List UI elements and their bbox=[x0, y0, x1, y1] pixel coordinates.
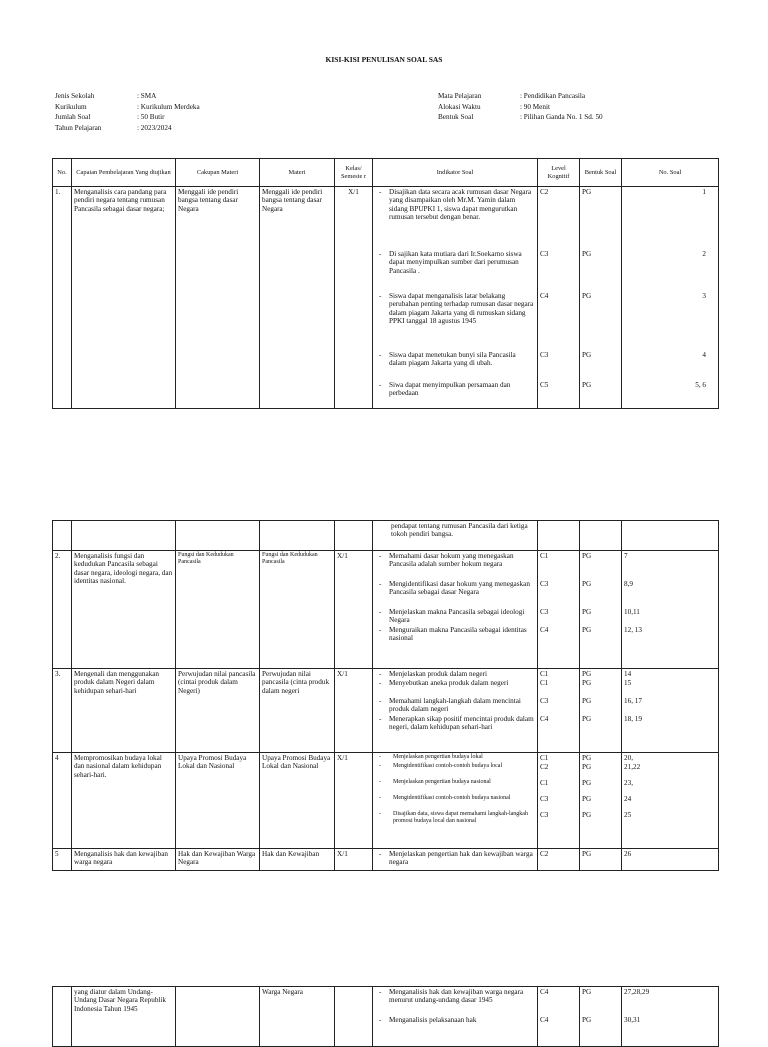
row-level bbox=[538, 753, 580, 849]
row-cakupan: Perwujudan nilai pancasila (cintai produk dalam Negeri) bbox=[176, 669, 260, 753]
header-nosoal: No. Soal bbox=[622, 159, 719, 187]
row-level: C2 bbox=[538, 849, 580, 871]
document-title: KISI-KISI PENULISAN SOAL SAS bbox=[325, 55, 443, 64]
indikator-item: - Disajikan data secara acak rumusan dasar Negara yang disampaikan oleh Mr.M. Yamin dalam sidang BPUPKI 1, siswa dapat mengurutkan rumusan tersebut dengan benar. bbox=[375, 188, 535, 250]
bentuk-value: PG bbox=[582, 552, 592, 560]
indikator-item: - Menjelaskan pengertian budaya nasional bbox=[375, 779, 535, 795]
level-value: C3 bbox=[540, 697, 549, 705]
bentuk-value: PG bbox=[582, 679, 592, 687]
indikator-item: - Siswa dapat menganalisis latar belakang perubahan penting terhadap rumusan dasar negara dalam piagam Jakarta yang di rumuskan sidang PPKI tanggal 18 agustus 1945 bbox=[375, 292, 535, 351]
bentuk-value: PG bbox=[582, 608, 592, 616]
meta-key: Bentuk Soal bbox=[438, 113, 474, 121]
indikator-item: - Siwa dapat menyimpulkan persamaan dan perbedaan bbox=[375, 381, 535, 398]
indikator-item: - Siswa dapat menetukan bunyi sila Pancasila dalam piagam Jakarta yang di ubah. bbox=[375, 351, 535, 381]
bentuk-value: PG bbox=[582, 351, 592, 359]
bentuk-value: PG bbox=[582, 763, 592, 771]
level-value: C1 bbox=[540, 779, 549, 787]
nosoal-value: 12, 13 bbox=[624, 626, 642, 634]
bentuk-value: PG bbox=[582, 988, 592, 996]
header-cakupan: Cakupan Materi bbox=[176, 159, 260, 187]
bentuk-value: PG bbox=[582, 292, 592, 300]
level-value: C2 bbox=[540, 188, 549, 196]
nosoal-value: 7 bbox=[624, 552, 628, 560]
nosoal-value: 3 bbox=[702, 292, 706, 300]
row-materi: Upaya Promosi Budaya Lokal dan Nasional bbox=[260, 753, 335, 849]
row-bentuk bbox=[580, 753, 622, 849]
row-nosoal bbox=[622, 551, 719, 669]
nosoal-value: 10,11 bbox=[624, 608, 640, 616]
row-nosoal bbox=[622, 987, 719, 1047]
row-level bbox=[538, 669, 580, 753]
nosoal-value: 2 bbox=[702, 250, 706, 258]
meta-key: Tahun Pelajaran bbox=[55, 123, 102, 132]
kisi-table-page-1 bbox=[52, 158, 719, 409]
indikator-item: - Memahami dasar hokum yang menegaskan Pancasila adalah sumber hokum negara bbox=[375, 552, 535, 580]
row-bentuk bbox=[580, 551, 622, 669]
meta-value: : Pilihan Ganda No. 1 Sd. 50 bbox=[520, 113, 603, 121]
bentuk-value: PG bbox=[582, 697, 592, 705]
nosoal-value: 4 bbox=[702, 351, 706, 359]
meta-value: : SMA bbox=[137, 92, 157, 100]
row-kelas: X/1 bbox=[335, 753, 373, 849]
nosoal-value: 24 bbox=[624, 795, 632, 803]
row-materi: Warga Negara bbox=[260, 987, 335, 1047]
level-value: C3 bbox=[540, 811, 549, 819]
indikator-item: - Menguraikan makna Pancasila sebagai identitas nasional bbox=[375, 626, 535, 643]
level-value: C5 bbox=[540, 381, 549, 389]
level-value: C4 bbox=[540, 292, 549, 300]
level-value: C2 bbox=[540, 763, 549, 771]
table-row bbox=[53, 551, 719, 669]
row-materi: Hak dan Kewajiban bbox=[260, 849, 335, 871]
indikator-item: - Memahami langkah-langkah dalam mencintai produk dalam negeri bbox=[375, 697, 535, 715]
row-bentuk bbox=[580, 669, 622, 753]
row-level bbox=[538, 187, 580, 409]
header-materi: Materi bbox=[260, 159, 335, 187]
level-value: C1 bbox=[540, 754, 549, 762]
nosoal-value: 27,28,29 bbox=[624, 988, 650, 996]
row-indikator bbox=[373, 551, 538, 669]
table-row bbox=[53, 753, 719, 849]
bentuk-value: PG bbox=[582, 626, 592, 634]
table-row bbox=[53, 849, 719, 871]
row-cp: Mempromosikan budaya lokal dan nasional dalam kehidupan sehari-hari. bbox=[72, 753, 176, 849]
indikator-item: - Menyebutkan aneka produk dalam negeri bbox=[375, 679, 535, 697]
meta-key: Kurikulum bbox=[55, 102, 87, 111]
row-cp: Mengenali dan menggunakan produk dalam Negeri dalam kehidupan sehari-hari bbox=[72, 669, 176, 753]
row-indikator bbox=[373, 849, 538, 871]
bentuk-value: PG bbox=[582, 381, 592, 389]
row-nosoal bbox=[622, 187, 719, 409]
nosoal-value: 1 bbox=[702, 188, 706, 196]
table-row-continued bbox=[53, 521, 719, 551]
nosoal-value: 23, bbox=[624, 779, 633, 787]
level-value: C4 bbox=[540, 626, 549, 634]
row-materi: Menggali ide pendiri bangsa tentang dasar Negara bbox=[260, 187, 335, 409]
bentuk-value: PG bbox=[582, 715, 592, 723]
meta-key: Alokasi Waktu bbox=[438, 102, 481, 111]
kisi-table-page-2 bbox=[52, 520, 719, 871]
indikator-item: - Menjelaskan produk dalam negeri bbox=[375, 670, 535, 679]
header-indikator: Indikator Soal bbox=[373, 159, 538, 187]
row-cp: Menganalisis fungsi dan kedudukan Pancasila sebagai dasar negara, ideologi negara, dan identitas nasional. bbox=[72, 551, 176, 669]
nosoal-value: 18, 19 bbox=[624, 715, 642, 723]
indikator-item: - Menganalisis hak dan kewajiban warga negara menurut undang-undang dasar 1945 bbox=[375, 988, 535, 1016]
meta-value: : Kurikulum Merdeka bbox=[137, 102, 200, 111]
row-cakupan: Fungsi dan Kedudukan Pancasila bbox=[176, 551, 260, 669]
indikator-item: - Menerapkan sikap positif mencintai produk dalam negeri, dalam kehidupan sehari-hari bbox=[375, 715, 535, 732]
meta-right bbox=[438, 91, 603, 123]
table-row bbox=[53, 669, 719, 753]
indikator-item: - Mengidentifikasi contoh-contoh budaya nasional bbox=[375, 795, 535, 811]
indikator-continued: pendapat tentang rumusan Pancasila dari ketiga tokoh pendiri bangsa. bbox=[373, 521, 538, 551]
nosoal-value: 20, bbox=[624, 754, 633, 762]
indikator-item: - Menjelaskan pengertian hak dan kewajiban warga negara bbox=[375, 850, 535, 867]
row-nosoal: 26 bbox=[622, 849, 719, 871]
level-value: C3 bbox=[540, 351, 549, 359]
level-value: C4 bbox=[540, 715, 549, 723]
meta-key: Jumlah Soal bbox=[55, 113, 91, 121]
meta-value: : 50 Butir bbox=[137, 113, 165, 121]
level-value: C3 bbox=[540, 250, 549, 258]
bentuk-value: PG bbox=[582, 811, 592, 819]
table-row bbox=[53, 187, 719, 409]
meta-value: : 90 Menit bbox=[520, 102, 550, 111]
meta-value: : 2023/2024 bbox=[137, 123, 172, 132]
level-value: C3 bbox=[540, 608, 549, 616]
row-indikator bbox=[373, 987, 538, 1047]
level-value: C4 bbox=[540, 1016, 549, 1024]
row-no: 2. bbox=[53, 551, 72, 669]
meta-key: Mata Pelajaran bbox=[438, 92, 482, 100]
nosoal-value: 30,31 bbox=[624, 1016, 641, 1024]
row-no: 5 bbox=[53, 849, 72, 871]
nosoal-value: 21,22 bbox=[624, 763, 641, 771]
indikator-item: - Mengidentifikasi contoh-contoh budaya local bbox=[375, 763, 535, 779]
kisi-table-page-3 bbox=[52, 986, 719, 1047]
row-cp: Menganalisis cara pandang para pendiri negara tentang rumusan Pancasila sebagai dasar negara; bbox=[72, 187, 176, 409]
nosoal-value: 5, 6 bbox=[695, 381, 706, 389]
row-materi: Fungsi dan Kedudukan Pancasila bbox=[260, 551, 335, 669]
row-kelas: X/1 bbox=[335, 849, 373, 871]
row-cakupan: Hak dan Kewajiban Warga Negara bbox=[176, 849, 260, 871]
bentuk-value: PG bbox=[582, 779, 592, 787]
bentuk-value: PG bbox=[582, 250, 592, 258]
level-value: C3 bbox=[540, 580, 549, 588]
bentuk-value: PG bbox=[582, 670, 592, 678]
indikator-item: - Menjelaskan makna Pancasila sebagai ideologi Negara bbox=[375, 608, 535, 626]
indikator-item: - Disajikan data, siswa dapat memahami langkah-langkah promosi budaya local dan nasional bbox=[375, 811, 535, 825]
indikator-item: - Di sajikan kata mutiara dari Ir.Soekarno siswa dapat menyimpulkan sumber dari perumusan Pancasila . bbox=[375, 250, 535, 292]
indikator-item: - Mengidentifikasi dasar hokum yang menegaskan Pancasila sebagai dasar Negara bbox=[375, 580, 535, 608]
row-cakupan: Menggali ide pendiri bangsa tentang dasar Negara bbox=[176, 187, 260, 409]
table-header-row bbox=[53, 159, 719, 187]
header-no: No. bbox=[53, 159, 72, 187]
level-value: C3 bbox=[540, 795, 549, 803]
row-cp: yang diatur dalam Undang-Undang Dasar Negara Republik Indonesia Tahun 1945 bbox=[72, 987, 176, 1047]
row-no: 1. bbox=[53, 187, 72, 409]
meta-key: Jenis Sekolah bbox=[55, 92, 95, 100]
row-nosoal bbox=[622, 669, 719, 753]
bentuk-value: PG bbox=[582, 754, 592, 762]
table-row-continued bbox=[53, 987, 719, 1047]
row-level bbox=[538, 551, 580, 669]
row-kelas: X/1 bbox=[335, 551, 373, 669]
nosoal-value: 16, 17 bbox=[624, 697, 642, 705]
level-value: C1 bbox=[540, 552, 549, 560]
row-kelas: X/1 bbox=[335, 187, 373, 409]
row-materi: Perwujudan nilai pancasila (cinta produk dalam negeri bbox=[260, 669, 335, 753]
nosoal-value: 15 bbox=[624, 679, 632, 687]
row-cp: Menganalisis hak dan kewajiban warga negara bbox=[72, 849, 176, 871]
row-bentuk bbox=[580, 987, 622, 1047]
bentuk-value: PG bbox=[582, 580, 592, 588]
level-value: C1 bbox=[540, 670, 549, 678]
row-no: 3. bbox=[53, 669, 72, 753]
meta-value: : Pendidikan Pancasila bbox=[520, 92, 586, 100]
header-kelas: Kelas/ Semeste r bbox=[335, 159, 373, 187]
row-indikator bbox=[373, 669, 538, 753]
indikator-item: - Menganalisis pelaksanaan hak bbox=[375, 1016, 535, 1024]
level-value: C4 bbox=[540, 988, 549, 996]
nosoal-value: 8,9 bbox=[624, 580, 633, 588]
header-level: Level Kognitif bbox=[538, 159, 580, 187]
header-cp: Capaian Pembelajaran Yang diujikan bbox=[72, 159, 176, 187]
nosoal-value: 25 bbox=[624, 811, 632, 819]
row-indikator bbox=[373, 187, 538, 409]
row-no: 4 bbox=[53, 753, 72, 849]
nosoal-value: 14 bbox=[624, 670, 632, 678]
row-nosoal bbox=[622, 753, 719, 849]
header-bentuk: Bentuk Soal bbox=[580, 159, 622, 187]
level-value: C1 bbox=[540, 679, 549, 687]
row-kelas: X/1 bbox=[335, 669, 373, 753]
row-bentuk bbox=[580, 187, 622, 409]
meta-left bbox=[55, 91, 200, 133]
indikator-item: - Menjelaskan pengertian budaya lokal bbox=[375, 754, 535, 763]
row-indikator bbox=[373, 753, 538, 849]
bentuk-value: PG bbox=[582, 188, 592, 196]
bentuk-value: PG bbox=[582, 1016, 592, 1024]
row-level bbox=[538, 987, 580, 1047]
bentuk-value: PG bbox=[582, 795, 592, 803]
row-bentuk: PG bbox=[580, 849, 622, 871]
row-cakupan: Upaya Promosi Budaya Lokal dan Nasional bbox=[176, 753, 260, 849]
